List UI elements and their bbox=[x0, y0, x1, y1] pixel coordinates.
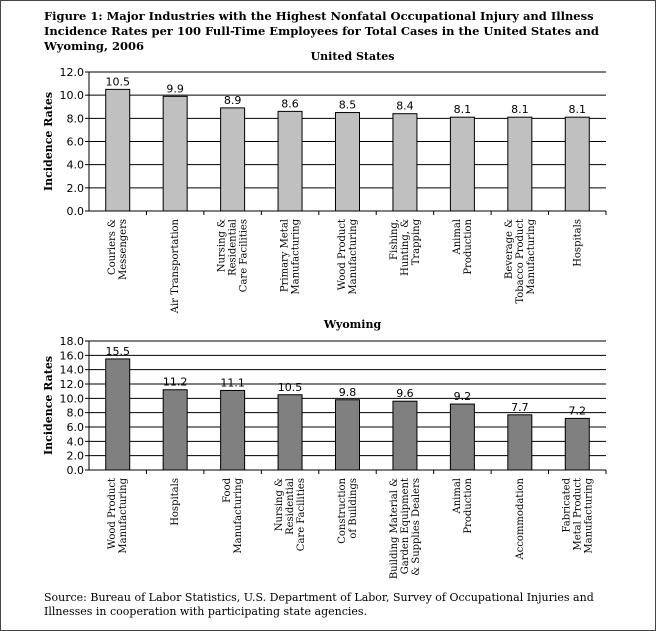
chart-us-data-label: 8.6 bbox=[281, 97, 299, 111]
chart-us-category-label: Couriers & bbox=[107, 219, 119, 276]
chart-us-category-label: Messengers bbox=[118, 219, 130, 281]
chart-us-ylabel: Incidence Rates bbox=[42, 91, 55, 192]
chart-us-category-label: Care Facilities bbox=[238, 219, 250, 293]
chart-wy-category-label: Metal Product bbox=[572, 478, 584, 551]
chart-wy-bar bbox=[278, 395, 302, 470]
chart-wy-bar bbox=[221, 390, 245, 470]
chart-us-ytick-label: 8.0 bbox=[66, 112, 84, 126]
chart-us-category-label: Wood Product bbox=[337, 219, 348, 291]
chart-wy-ytick-label: 0.0 bbox=[66, 464, 84, 477]
chart-us-category-label: Hunting, & bbox=[399, 219, 411, 276]
chart-wy-category-label: Production bbox=[462, 478, 474, 534]
chart-us-data-label: 8.9 bbox=[223, 93, 242, 107]
chart-wy-category-label: & Supplies Dealers bbox=[410, 478, 422, 576]
chart-us-category-label: Manufacturing bbox=[348, 219, 359, 295]
chart-wy-category-label: Residential bbox=[285, 478, 297, 535]
chart-us-ytick-label: 6.0 bbox=[66, 135, 84, 149]
chart-us-category-label: Hospitals bbox=[572, 219, 584, 267]
chart-wy-ytick-label: 10.0 bbox=[59, 392, 84, 406]
chart-us-bar bbox=[106, 89, 130, 211]
chart-us-data-label: 8.1 bbox=[453, 103, 472, 117]
chart-wy-category-label: Garden Equipment bbox=[399, 478, 411, 575]
chart-us-category-label: Nursing & bbox=[216, 219, 228, 273]
chart-us-category-label: Fishing, bbox=[388, 219, 400, 260]
chart-us-bar bbox=[508, 117, 532, 211]
chart-us-category-label: Primary Metal bbox=[279, 219, 291, 293]
chart-wy-ytick-label: 16.0 bbox=[59, 349, 84, 363]
chart-wy-ytick-label: 8.0 bbox=[66, 406, 84, 420]
chart-us-ytick-label: 4.0 bbox=[66, 158, 84, 172]
chart-wy-bar bbox=[508, 415, 532, 470]
chart-wy-bar bbox=[106, 359, 130, 470]
chart-us-category-label: Air Transportation bbox=[170, 219, 182, 314]
chart-us-ytick-label: 2.0 bbox=[66, 181, 84, 195]
chart-us-data-label: 8.1 bbox=[511, 103, 529, 117]
chart-wy-data-label: 10.5 bbox=[277, 380, 303, 394]
chart-wy-category-label: Manufacturing bbox=[233, 478, 245, 554]
chart-us-ytick-label: 0.0 bbox=[66, 205, 84, 218]
chart-us-data-label: 9.9 bbox=[166, 82, 184, 96]
chart-us-category-label: Beverage & bbox=[503, 219, 515, 279]
chart-wy-category-label: Manufacturing bbox=[583, 478, 595, 554]
chart-wy-category-label: of Buildings bbox=[348, 478, 359, 539]
chart-us-data-label: 8.5 bbox=[338, 98, 357, 112]
chart-us-category-label: Manufacturing bbox=[525, 219, 537, 295]
chart-wy-category-label: Care Facilities bbox=[296, 478, 308, 552]
chart-us-ytick-label: 10.0 bbox=[59, 89, 84, 103]
chart-wy-ylabel: Incidence Rates bbox=[42, 355, 55, 456]
chart-wy-category-label: Animal bbox=[451, 478, 463, 514]
chart-wy-ytick-label: 2.0 bbox=[66, 449, 84, 463]
chart-wy-ytick-label: 6.0 bbox=[66, 421, 84, 434]
chart-wy-bar bbox=[393, 401, 417, 470]
chart-us-data-label: 10.5 bbox=[105, 75, 130, 89]
chart-us-category-label: Trapping bbox=[410, 219, 422, 266]
chart-us-title: United States bbox=[310, 50, 395, 63]
chart-wy-category-label: Construction bbox=[337, 478, 348, 544]
chart-wy-data-label: 11.1 bbox=[220, 376, 245, 390]
chart-wy-category-label: Accommodation bbox=[514, 478, 526, 560]
chart-wy-data-label: 15.5 bbox=[105, 344, 130, 358]
chart-us-category-label: Manufacturing bbox=[290, 219, 302, 295]
chart-wy-bar bbox=[163, 390, 187, 470]
chart-wy-category-label: Fabricated bbox=[561, 478, 573, 533]
chart-wy-bar bbox=[565, 418, 589, 470]
chart-wy-category-label: Manufacturing bbox=[118, 478, 130, 554]
chart-us-category-label: Residential bbox=[227, 219, 239, 276]
chart-wy-bar bbox=[450, 404, 474, 470]
chart-us-bar bbox=[221, 108, 245, 211]
source-note: Source: Bureau of Labor Statistics, U.S. Department of Labor, Survey of Occupational Injuries and Illnesses in cooperation with participating state agencies. bbox=[44, 591, 594, 618]
chart-us-bar bbox=[450, 117, 474, 211]
chart-wy-bar bbox=[336, 400, 360, 470]
chart-wy-data-label: 9.8 bbox=[338, 385, 357, 399]
chart-us-category-label: Tobacco Product bbox=[514, 219, 526, 304]
chart-wy-category-label: Food bbox=[222, 478, 234, 503]
chart-wy-ytick-label: 18.0 bbox=[59, 335, 84, 348]
chart-wy-category-label: Building Material & bbox=[388, 478, 400, 580]
chart-wy-data-label: 9.2 bbox=[453, 390, 472, 404]
chart-us-bar bbox=[565, 117, 589, 211]
chart-us-bar bbox=[278, 111, 302, 211]
chart-wy-data-label: 7.7 bbox=[511, 400, 529, 414]
chart-wy-category-label: Nursing & bbox=[274, 478, 286, 532]
chart-us-data-label: 8.1 bbox=[568, 103, 587, 117]
figure-title: Figure 1: Major Industries with the Highest Nonfatal Occupational Injury and Illness Incidence Rates per 100 Full-Time Employees for Total Cases in the United States and Wyoming, 2006 bbox=[44, 9, 599, 53]
chart-us-category-label: Production bbox=[462, 219, 474, 275]
chart-us-category-label: Animal bbox=[451, 219, 463, 255]
chart-wy-title: Wyoming bbox=[323, 318, 382, 331]
chart-wy-ytick-label: 12.0 bbox=[59, 378, 84, 391]
chart-wy-ytick-label: 14.0 bbox=[59, 363, 84, 377]
chart-us-bar bbox=[393, 114, 417, 211]
chart-wy-data-label: 9.6 bbox=[396, 387, 414, 401]
chart-us-data-label: 8.4 bbox=[396, 99, 414, 113]
chart-wy-category-label: Hospitals bbox=[170, 478, 182, 526]
chart-wy-data-label: 7.2 bbox=[568, 404, 587, 418]
chart-wy-data-label: 11.2 bbox=[162, 375, 188, 389]
chart-wy-category-label: Wood Product bbox=[107, 478, 119, 550]
chart-us-bar bbox=[336, 113, 360, 211]
chart-us-ytick-label: 12.0 bbox=[59, 66, 84, 79]
chart-wy-ytick-label: 4.0 bbox=[66, 435, 84, 449]
chart-us-bar bbox=[163, 96, 187, 211]
